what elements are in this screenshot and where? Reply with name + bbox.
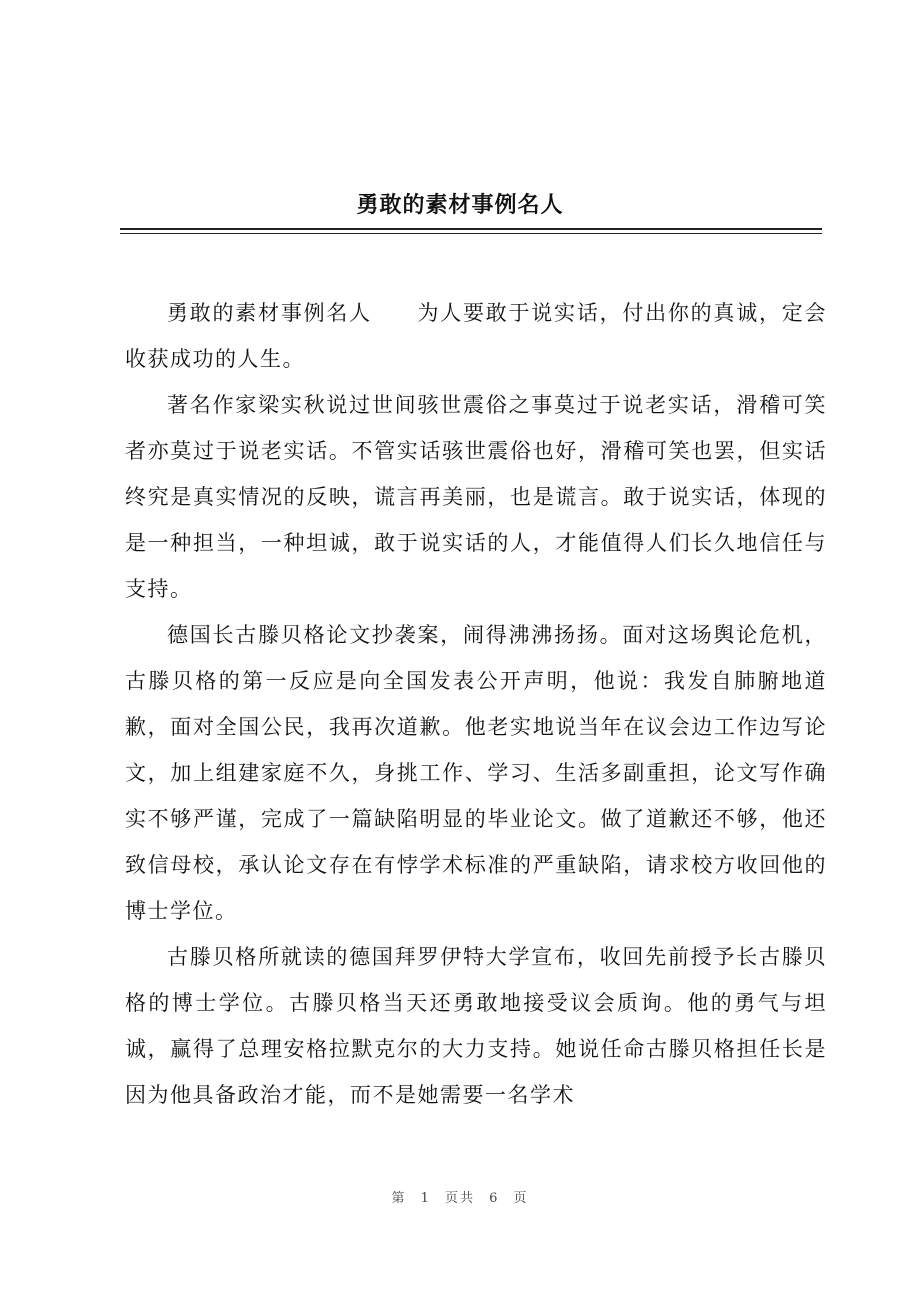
- paragraph-4: 古滕贝格所就读的德国拜罗伊特大学宣布，收回先前授予长古滕贝格的博士学位。古滕贝格当天还勇敢地接受议会质询。他的勇气与坦诚，赢得了总理安格拉默克尔的大力支持。她说任命古滕贝格担任长是因为他具备政治才能，而不是她需要一名学术: [125, 945, 827, 1107]
- title-divider-thin: [120, 233, 822, 234]
- document-body: [125, 290, 827, 1118]
- title-divider-thick: [120, 228, 822, 230]
- paragraph-1: 勇敢的素材事例名人 为人要敢于说实话，付出你的真诚，定会收获成功的人生。: [125, 301, 827, 371]
- document-title: 勇敢的素材事例名人: [356, 192, 564, 218]
- page-number: 第 1 页共 6 页: [391, 1191, 529, 1206]
- paragraph-2: 著名作家梁实秋说过世间骇世震俗之事莫过于说老实话，滑稽可笑者亦莫过于说老实话。不管实话骇世震俗也好，滑稽可笑也罢，但实话终究是真实情况的反映，谎言再美丽，也是谎言。敢于说实话，体现的是一种担当，一种坦诚，敢于说实话的人，才能值得人们长久地信任与支持。: [125, 393, 827, 601]
- paragraph-3: 德国长古滕贝格论文抄袭案，闹得沸沸扬扬。面对这场舆论危机，古滕贝格的第一反应是向全国发表公开声明，他说：我发自肺腑地道歉，面对全国公民，我再次道歉。他老实地说当年在议会边工作边写论文，加上组建家庭不久，身挑工作、学习、生活多副重担，论文写作确实不够严谨，完成了一篇缺陷明显的毕业论文。做了道歉还不够，他还致信母校，承认论文存在有悖学术标准的严重缺陷，请求校方收回他的博士学位。: [125, 623, 827, 923]
